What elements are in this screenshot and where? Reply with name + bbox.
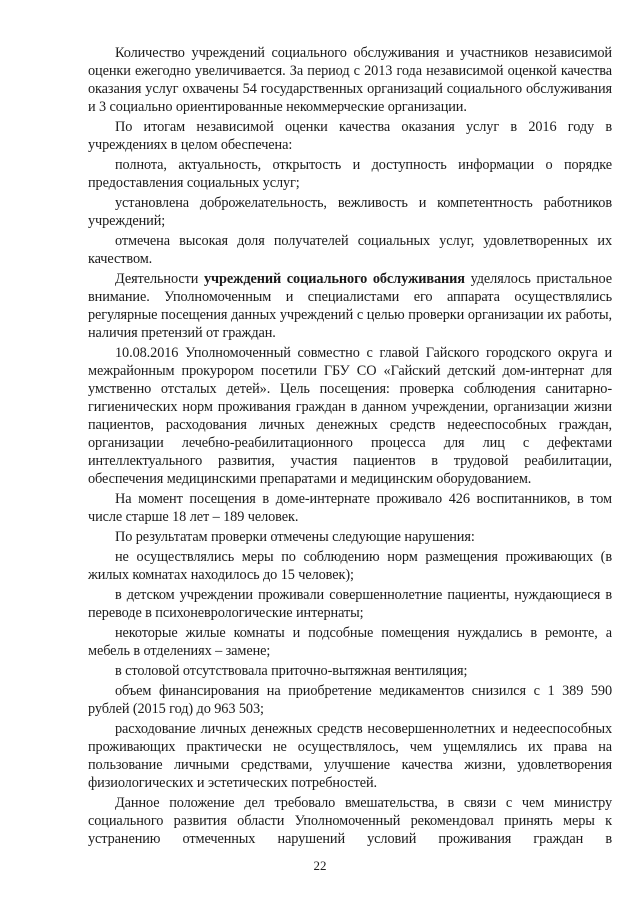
paragraph-activity [88,270,612,342]
paragraph-activity-rest: уделялось пристальное внимание. Уполномоченным и специалистами его аппарата осуществлялись регулярные посещения данных учреждений с целью проверки организации их работы, наличия претензий от граждан. [88,271,612,341]
paragraph-conclusion: Данное положение дел требовало вмешательства, в связи с чем министру социального развития области Уполномоченный рекомендовал принять меры к устранению отмеченных нарушений условий проживания граждан в [88,795,612,847]
document-body [88,44,612,848]
paragraph-activity-start: Деятельности [115,271,204,287]
paragraph-intro: Количество учреждений социального обслуживания и участников независимой оценки ежегодно увеличивается. За период с 2013 года независимой оценкой качества оказания услуг охвачены 54 государственных организаций социального обслуживания и 3 социально ориентированные некоммерческие организации. [88,45,612,115]
paragraph-visit: 10.08.2016 Уполномоченный совместно с главой Гайского городского округа и межрайонным прокурором посетили ГБУ СО «Гайский детский дом-интернат для умственно отсталых детей». Цель посещения: проверка соблюдения санитарно-гигиенических норм проживания граждан в данном учреждении, организации жизни пациентов, расходования личных денежных средств недееспособных граждан, организации лечебно-реабилитационного процесса для лиц с дефектами интеллектуального развития, участия пациентов в трудовой реабилитации, обеспечения медицинскими препаратами и медицинским оборудованием. [88,345,612,487]
list-item: некоторые жилые комнаты и подсобные помещения нуждались в ремонте, а мебель в отделениях – замене; [88,625,612,659]
list-item: объем финансирования на приобретение медикаментов снизился с 1 389 590 рублей (2015 год) до 963 503; [88,683,612,717]
list-item: в столовой отсутствовала приточно-вытяжная вентиляция; [115,663,468,679]
list-item: отмечена высокая доля получателей социальных услуг, удовлетворенных их качеством. [88,233,612,267]
list-item: установлена доброжелательность, вежливость и компетентность работников учреждений; [88,195,612,229]
paragraph-results: По итогам независимой оценки качества оказания услуг в 2016 году в учреждениях в целом обеспечена: [88,119,612,153]
list-item: не осуществлялись меры по соблюдению норм размещения проживающих (в жилых комнатах находилось до 15 человек); [88,549,612,583]
list-item: полнота, актуальность, открытость и доступность информации о порядке предоставления социальных услуг; [88,157,612,191]
list-item: в детском учреждении проживали совершеннолетние пациенты, нуждающиеся в переводе в психоневрологические интернаты; [88,587,612,621]
paragraph-violations: По результатам проверки отмечены следующие нарушения: [115,529,475,545]
paragraph-residents: На момент посещения в доме-интернате проживало 426 воспитанников, в том числе старше 18 лет – 189 человек. [88,491,612,525]
bold-term: учреждений социального обслуживания [203,271,465,287]
page-number: 22 [313,858,327,873]
list-item: расходование личных денежных средств несовершеннолетних и недееспособных проживающих практически не осуществлялось, чем ущемлялись их права на пользование личными средствами, улучшение качества жизни, удовлетворения физиологических и эстетических потребностей. [88,721,612,791]
